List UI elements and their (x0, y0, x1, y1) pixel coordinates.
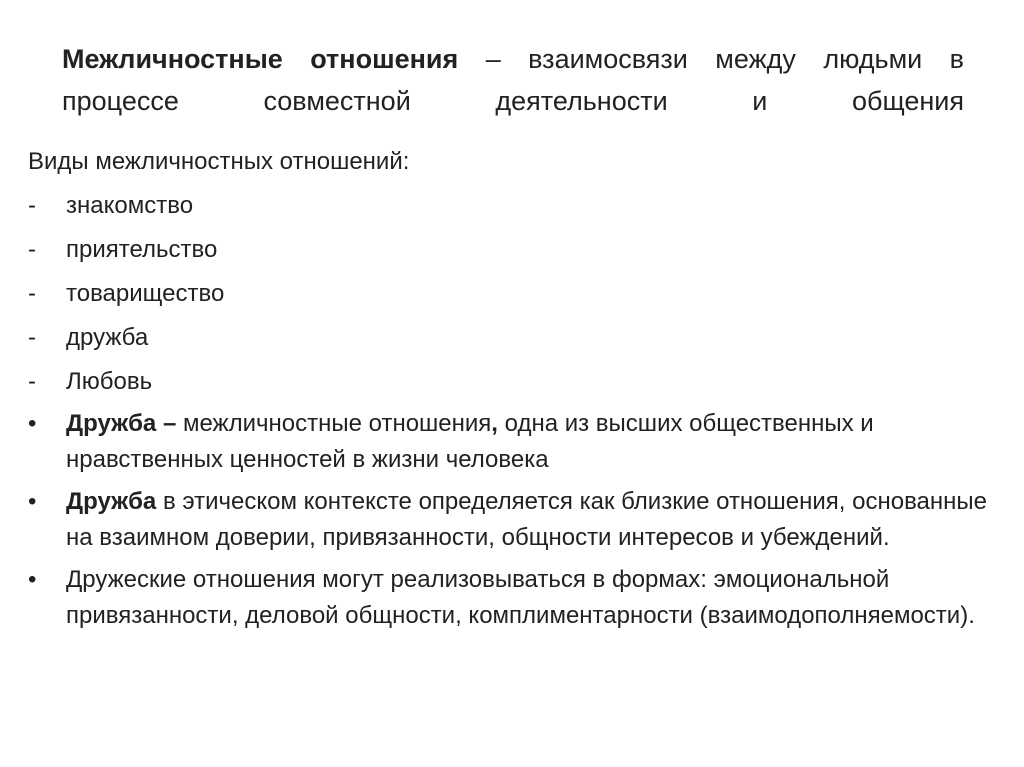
dash-marker: - (28, 236, 36, 263)
bullet-marker: • (28, 488, 37, 515)
list-item-text: знакомство (66, 192, 194, 219)
types-heading: Виды межличностных отношений: (28, 148, 410, 175)
slide-body (28, 140, 988, 634)
bullet-text: в этическом контексте определяется как близкие отношения, основанные на взаимном доверии, привязанности, общности интересов и убеждений. (66, 488, 988, 551)
bullet-friendly-forms (28, 562, 988, 634)
bullet-friendship-ethics (28, 484, 988, 556)
list-item (28, 184, 988, 228)
bullet-marker: • (28, 410, 37, 437)
list-item-text: товарищество (66, 280, 225, 307)
bullet-comma: , (491, 410, 498, 437)
list-item-text: приятельство (66, 236, 218, 263)
list-item (28, 316, 988, 360)
list-item (28, 272, 988, 316)
list-item-text: Любовь (66, 368, 153, 395)
list-item (28, 360, 988, 404)
dash-marker: - (28, 192, 36, 219)
bullet-term: Дружба – (66, 410, 177, 437)
bullet-term: Дружба (66, 488, 157, 515)
dash-marker: - (28, 324, 36, 351)
list-item-text: дружба (66, 324, 149, 351)
title-definition: – взаимосвязи между людьми в процессе совместной деятельности и общения (62, 44, 964, 116)
bullet-text: Дружеские отношения могут реализовываться в формах: эмоциональной привязанности, деловой общности, комплиментарности (взаимодополняемости). (66, 566, 975, 629)
slide-title (62, 38, 964, 122)
dash-marker: - (28, 368, 36, 395)
bullet-text: межличностные отношения (176, 410, 492, 437)
list-item (28, 228, 988, 272)
title-term: Межличностные отношения (62, 44, 459, 74)
bullet-marker: • (28, 566, 37, 593)
bullet-text: одна из высших общественных и нравственных ценностей в жизни человека (66, 410, 874, 473)
dash-marker: - (28, 280, 36, 307)
bullet-friendship-definition (28, 406, 988, 478)
